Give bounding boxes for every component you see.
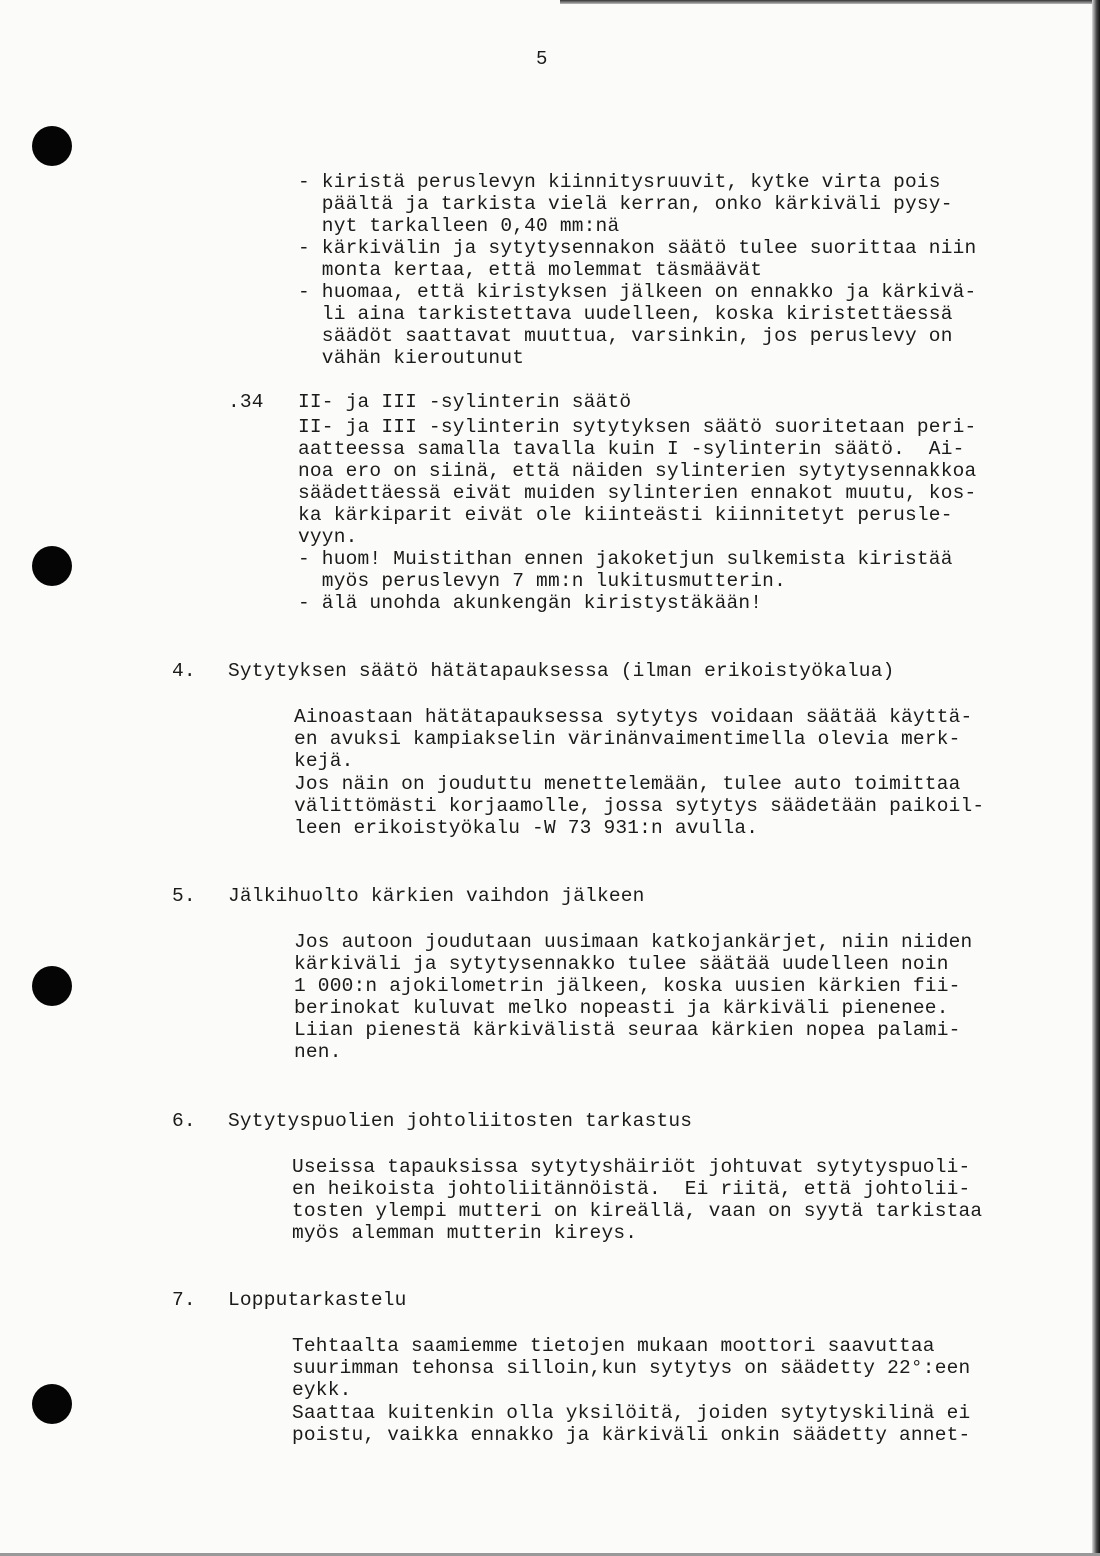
section-heading: Lopputarkastelu <box>228 1289 407 1311</box>
body-line: 1 000:n ajokilometrin jälkeen, koska uusien kärkien fii- <box>294 975 961 997</box>
body-line: Jos autoon joudutaan uusimaan katkojankärjet, niin niiden <box>294 931 973 953</box>
list-line: säädöt saattavat muuttua, varsinkin, jos peruslevy on <box>298 325 953 347</box>
body-line: Saattaa kuitenkin olla yksilöitä, joiden sytytyskilinä ei <box>292 1402 971 1424</box>
body-line: noa ero on siinä, että näiden sylinterien sytytysennakkoa <box>298 460 977 482</box>
body-line: myös peruslevyn 7 mm:n lukitusmutterin. <box>298 570 786 592</box>
list-line: li aina tarkistettava uudelleen, koska kiristettäessä <box>298 303 953 325</box>
subsection-number: .34 <box>228 391 264 413</box>
body-line: aatteessa samalla tavalla kuin I -sylinterin säätö. Ai- <box>298 438 965 460</box>
body-line: - älä unohda akunkengän kiristystäkään! <box>298 592 763 614</box>
list-line: päältä ja tarkista vielä kerran, onko kärkiväli pysy- <box>298 193 953 215</box>
scan-edge-top <box>560 0 1100 4</box>
body-line: leen erikoistyökalu -W 73 931:n avulla. <box>294 817 759 839</box>
body-line: kejä. <box>294 750 354 772</box>
list-line: vähän kieroutunut <box>298 347 525 369</box>
body-line: Jos näin on jouduttu menettelemään, tulee auto toimittaa <box>294 773 961 795</box>
binder-hole-2 <box>32 546 72 586</box>
body-line: Useissa tapauksissa sytytyshäiriöt johtuvat sytytyspuoli- <box>292 1156 971 1178</box>
body-line: en heikoista johtoliitännöistä. Ei riitä, että johtolii- <box>292 1178 971 1200</box>
body-line: suurimman tehonsa silloin,kun sytytys on säädetty 22°:een <box>292 1357 971 1379</box>
section-number: 7. <box>172 1289 196 1311</box>
list-line: nyt tarkalleen 0,40 mm:nä <box>298 215 620 237</box>
section-heading: Jälkihuolto kärkien vaihdon jälkeen <box>228 885 645 907</box>
body-line: nen. <box>294 1041 342 1063</box>
binder-hole-4 <box>32 1384 72 1424</box>
section-number: 5. <box>172 885 196 907</box>
list-line: - kärkivälin ja sytytysennakon säätö tulee suorittaa niin <box>298 237 977 259</box>
section-number: 6. <box>172 1110 196 1132</box>
body-line: myös alemman mutterin kireys. <box>292 1222 638 1244</box>
body-line: kärkiväli ja sytytysennakko tulee säätää uudelleen noin <box>294 953 949 975</box>
list-line: - kiristä peruslevyn kiinnitysruuvit, kytke virta pois <box>298 171 941 193</box>
binder-hole-3 <box>32 966 72 1006</box>
scan-edge-right <box>1092 0 1100 1556</box>
section-heading: Sytytyspuolien johtoliitosten tarkastus <box>228 1110 693 1132</box>
body-line: välittömästi korjaamolle, jossa sytytys säädetään paikoil- <box>294 795 985 817</box>
section-number: 4. <box>172 660 196 682</box>
body-line: berinokat kuluvat melko nopeasti ja kärkiväli pienenee. <box>294 997 949 1019</box>
binder-hole-1 <box>32 126 72 166</box>
body-line: Ainoastaan hätätapauksessa sytytys voidaan säätää käyttä- <box>294 706 973 728</box>
body-line: en avuksi kampiakselin värinänvaimentimella olevia merk- <box>294 728 961 750</box>
page-number: 5 <box>536 48 548 70</box>
body-line: Liian pienestä kärkivälistä seuraa kärkien nopea palami- <box>294 1019 961 1041</box>
body-line: ka kärkiparit eivät ole kiinteästi kiinnitetyt perusle- <box>298 504 953 526</box>
body-line: II- ja III -sylinterin sytytyksen säätö suoritetaan peri- <box>298 416 977 438</box>
body-line: vyyn. <box>298 526 358 548</box>
section-heading: Sytytyksen säätö hätätapauksessa (ilman erikoistyökalua) <box>228 660 895 682</box>
list-line: - huomaa, että kiristyksen jälkeen on ennakko ja kärkivä- <box>298 281 977 303</box>
body-line: säädettäessä eivät muiden sylinterien ennakot muutu, kos- <box>298 482 977 504</box>
body-line: eykk. <box>292 1379 352 1401</box>
list-line: monta kertaa, että molemmat täsmäävät <box>298 259 763 281</box>
body-line: - huom! Muistithan ennen jakoketjun sulkemista kiristää <box>298 548 953 570</box>
body-line: Tehtaalta saamiemme tietojen mukaan moottori saavuttaa <box>292 1335 935 1357</box>
subsection-heading: II- ja III -sylinterin säätö <box>298 391 632 413</box>
body-line: poistu, vaikka ennakko ja kärkiväli onkin säädetty annet- <box>292 1424 971 1446</box>
body-line: tosten ylempi mutteri on kireällä, vaan on syytä tarkistaa <box>292 1200 983 1222</box>
